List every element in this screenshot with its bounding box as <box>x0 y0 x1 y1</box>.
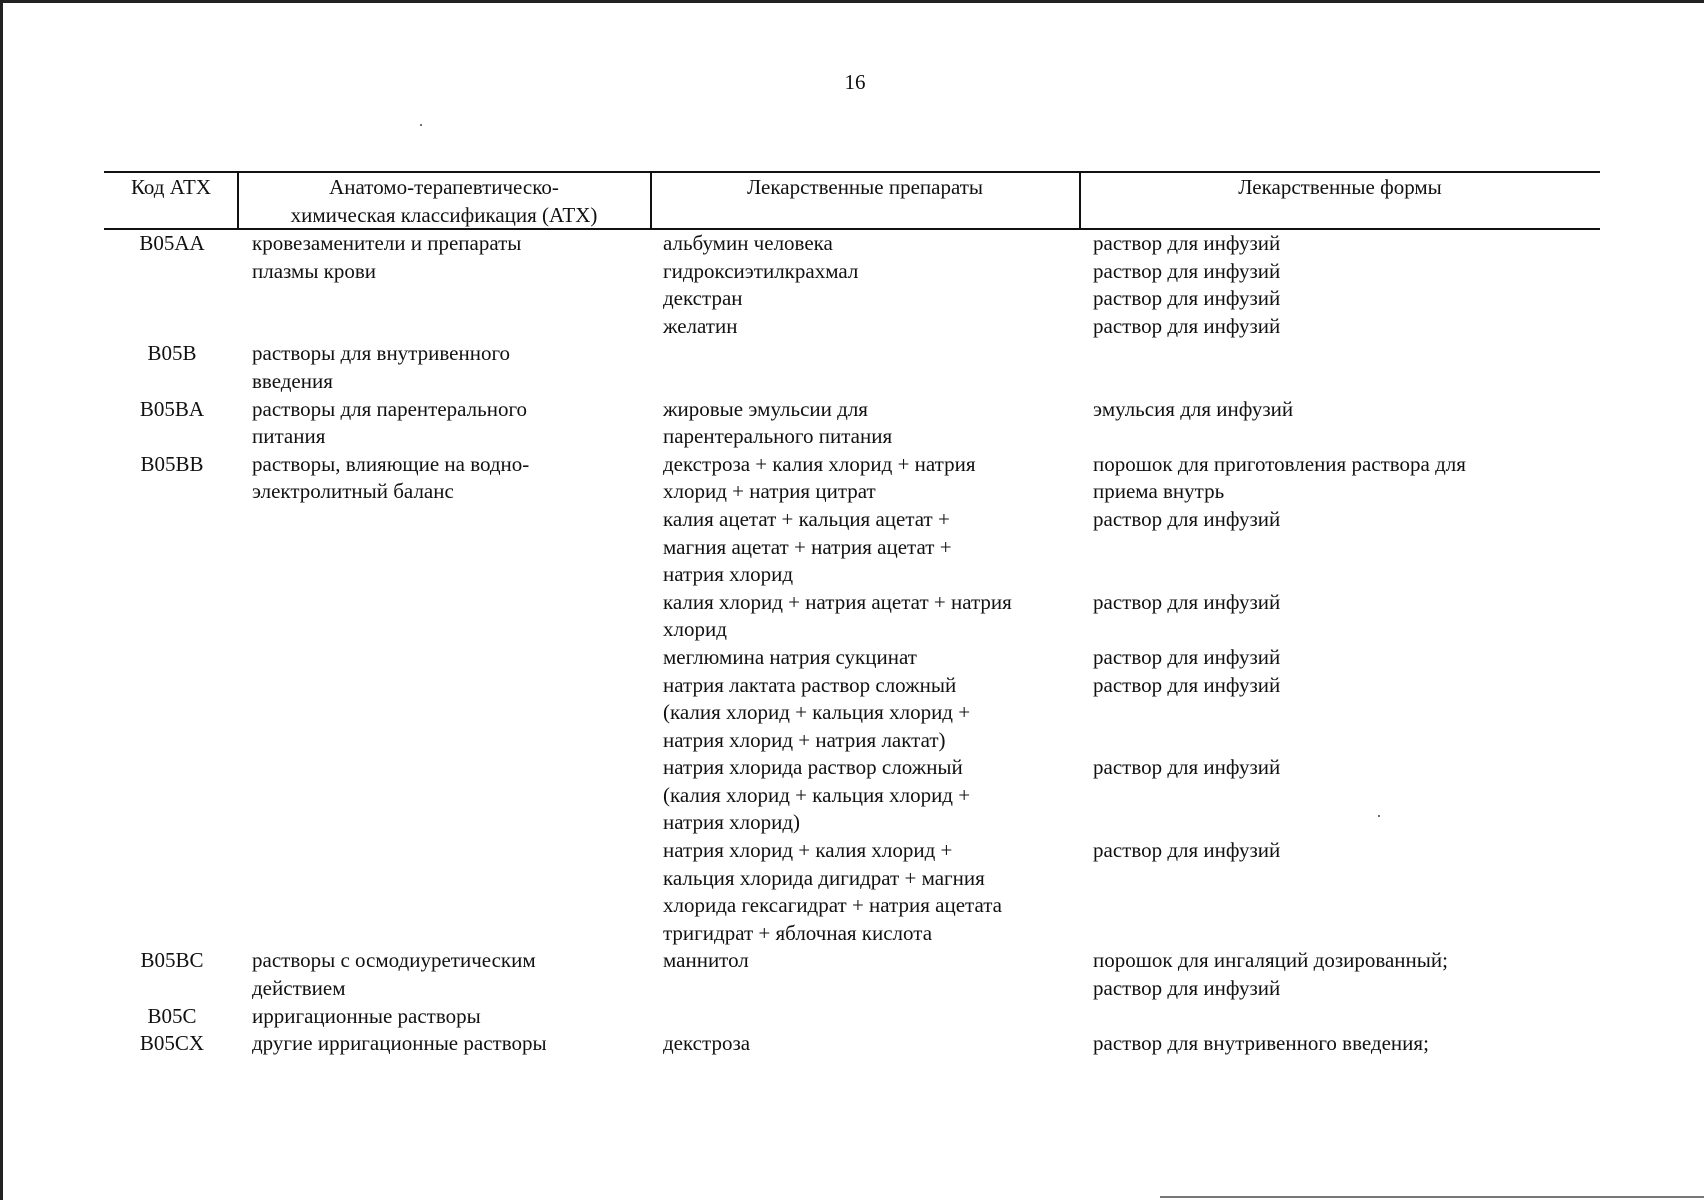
dosage-form-line: раствор для инфузий <box>1093 838 1281 863</box>
drug-entry <box>652 754 1593 837</box>
dosage-form-line: порошок для приготовления раствора для <box>1093 451 1466 476</box>
drug-entries <box>652 947 1593 1002</box>
classification-line: плазмы крови <box>252 258 377 283</box>
drug-name-line: декстроза + калия хлорид + натрия <box>663 451 976 476</box>
table-row <box>0 1030 1704 1058</box>
atc-code-cell: B05AA <box>139 231 205 255</box>
dosage-form-line: эмульсия для инфузий <box>1093 396 1294 421</box>
dosage-form-cell <box>1063 285 1593 313</box>
drug-entry <box>652 1030 1593 1058</box>
drug-name-cell <box>652 947 1063 1002</box>
drug-name-cell <box>652 1030 1063 1058</box>
dosage-form-cell <box>1063 451 1593 506</box>
dosage-form-cell <box>1063 1030 1593 1058</box>
atc-classification-cell <box>240 230 652 340</box>
drug-entry <box>652 396 1593 451</box>
dosage-form-cell <box>1063 506 1593 589</box>
drug-name-line: калия ацетат + кальция ацетат + <box>663 506 950 531</box>
atc-code-cell: B05B <box>147 341 197 366</box>
dosage-form-line: раствор для инфузий <box>1093 672 1281 697</box>
table-row <box>0 230 1704 340</box>
drug-entries <box>652 1030 1593 1058</box>
table-header-top-rule <box>104 171 1600 173</box>
dosage-form-cell <box>1063 754 1593 837</box>
drug-name-cell <box>652 313 1063 341</box>
dosage-form-line: раствор для инфузий <box>1093 976 1281 1001</box>
drug-name-line: натрия хлорид) <box>663 810 800 835</box>
drug-name-line: (калия хлорид + кальция хлорид + <box>663 782 971 807</box>
dosage-form-cell <box>1063 644 1593 672</box>
drug-name-cell <box>652 644 1063 672</box>
drug-name-line: хлорида гексагидрат + натрия ацетата <box>663 893 1002 918</box>
atc-code-cell: B05BB <box>140 451 204 476</box>
dosage-form-line: раствор для инфузий <box>1093 231 1281 255</box>
dosage-form-cell <box>1063 672 1593 755</box>
drug-name-line: натрия хлорид + калия хлорид + <box>663 838 953 863</box>
classification-line: ирригационные растворы <box>252 1003 481 1028</box>
drug-name-line: натрия хлорида раствор сложный <box>663 755 963 780</box>
drug-name-cell <box>652 837 1063 947</box>
page-number: 16 <box>844 70 866 94</box>
drug-entry <box>652 589 1593 644</box>
dosage-form-line: приема внутрь <box>1093 479 1225 504</box>
drug-name-line: натрия хлорид <box>663 562 793 587</box>
dosage-form-cell <box>1063 230 1593 258</box>
atc-classification-cell <box>240 1030 652 1058</box>
atc-code-cell: B05BA <box>139 396 205 421</box>
drug-name-line: декстран <box>663 286 743 311</box>
drug-name-line: кальция хлорида дигидрат + магния <box>663 865 985 890</box>
drug-name-line: маннитол <box>663 948 749 973</box>
drug-name-cell <box>652 506 1063 589</box>
table-body <box>0 230 1704 1058</box>
classification-line: питания <box>252 424 326 449</box>
classification-line: электролитный баланс <box>252 479 454 504</box>
page-edge-top <box>0 0 1704 3</box>
drug-name-line: гидроксиэтилкрахмал <box>663 258 859 283</box>
drug-name-cell <box>652 285 1063 313</box>
drug-name-line: (калия хлорид + кальция хлорид + <box>663 700 971 725</box>
header-classification-line: Анатомо-терапевтическо- <box>329 175 559 199</box>
atc-classification-cell <box>240 396 652 451</box>
table-row <box>0 340 1704 395</box>
drug-name-cell <box>652 672 1063 755</box>
drug-name-cell <box>652 258 1063 286</box>
drug-entry <box>652 285 1593 313</box>
drug-entry <box>652 506 1593 589</box>
dosage-form-cell <box>1063 258 1593 286</box>
drug-name-line: желатин <box>663 313 738 338</box>
drug-name-line: натрия хлорид + натрия лактат) <box>663 727 946 752</box>
classification-line: другие ирригационные растворы <box>252 1031 547 1056</box>
classification-line: растворы для внутривенного <box>252 341 511 366</box>
page-edge-bottom <box>1160 1196 1704 1198</box>
drug-entry <box>652 672 1593 755</box>
dosage-form-line: раствор для инфузий <box>1093 755 1281 780</box>
drug-name-cell <box>652 396 1063 451</box>
table-row <box>0 396 1704 451</box>
drug-name-line: парентерального питания <box>663 424 893 449</box>
drug-entries <box>652 230 1593 340</box>
atc-code-cell: B05CX <box>139 1031 205 1056</box>
drug-entries <box>652 396 1593 451</box>
drug-entry <box>652 451 1593 506</box>
dosage-form-cell <box>1063 396 1593 451</box>
dosage-form-line: раствор для инфузий <box>1093 506 1281 531</box>
classification-line: растворы, влияющие на водно- <box>252 451 530 476</box>
drug-name-line: калия хлорид + натрия ацетат + натрия <box>663 589 1012 614</box>
dosage-form-cell <box>1063 837 1593 947</box>
dosage-form-line: раствор для инфузий <box>1093 644 1281 669</box>
classification-line: растворы для парентерального <box>252 396 528 421</box>
dosage-form-line: порошок для ингаляций дозированный; <box>1093 948 1448 973</box>
atc-classification-cell <box>240 947 652 1002</box>
atc-code-cell: B05C <box>147 1003 197 1028</box>
atc-classification-cell <box>240 451 652 948</box>
dosage-form-line: раствор для инфузий <box>1093 286 1281 311</box>
dosage-form-line: раствор для внутривенного введения; <box>1093 1031 1429 1056</box>
drug-entries <box>652 451 1593 948</box>
atc-code-cell: B05BC <box>140 948 204 973</box>
atc-classification-cell <box>240 1003 652 1031</box>
dosage-form-cell <box>1063 589 1593 644</box>
drug-name-line: альбумин человека <box>663 231 833 255</box>
drug-name-line: магния ацетат + натрия ацетат + <box>663 534 952 559</box>
header-classification <box>240 174 648 229</box>
dosage-form-line: раствор для инфузий <box>1093 258 1281 283</box>
drug-name-cell <box>652 754 1063 837</box>
drug-entry <box>652 313 1593 341</box>
drug-name-line: декстроза <box>663 1031 751 1056</box>
drug-name-line: хлорид + натрия цитрат <box>663 479 876 504</box>
drug-entry <box>652 644 1593 672</box>
header-code: Код АТХ <box>130 175 212 199</box>
classification-line: кровезаменители и препараты <box>252 231 522 255</box>
header-forms: Лекарственные формы <box>1238 175 1442 199</box>
drug-entry <box>652 947 1593 1002</box>
drug-name-line: тригидрат + яблочная кислота <box>663 920 933 945</box>
drug-name-line: жировые эмульсии для <box>663 396 868 421</box>
drug-entry <box>652 837 1593 947</box>
classification-line: введения <box>252 368 333 393</box>
classification-line: растворы с осмодиуретическим <box>252 948 536 973</box>
table-row <box>0 1003 1704 1031</box>
drug-name-line: натрия лактата раствор сложный <box>663 672 957 697</box>
scan-speck <box>420 124 422 126</box>
drug-name-line: хлорид <box>663 617 727 642</box>
drug-name-cell <box>652 589 1063 644</box>
header-drugs: Лекарственные препараты <box>746 175 984 199</box>
drug-name-cell <box>652 451 1063 506</box>
dosage-form-cell <box>1063 313 1593 341</box>
table-header-divider <box>1079 171 1081 230</box>
atc-classification-cell <box>240 340 652 395</box>
dosage-form-line: раствор для инфузий <box>1093 313 1281 338</box>
classification-line: действием <box>252 976 346 1001</box>
header-classification-line: химическая классификация (АТХ) <box>290 202 598 227</box>
drug-name-line: меглюмина натрия сукцинат <box>663 644 917 669</box>
table-row <box>0 451 1704 948</box>
table-row <box>0 947 1704 1002</box>
dosage-form-cell <box>1063 947 1593 1002</box>
drug-name-cell <box>652 230 1063 258</box>
dosage-form-line: раствор для инфузий <box>1093 589 1281 614</box>
table-header-divider <box>237 171 239 230</box>
drug-entry <box>652 258 1593 286</box>
drug-entry <box>652 230 1593 258</box>
